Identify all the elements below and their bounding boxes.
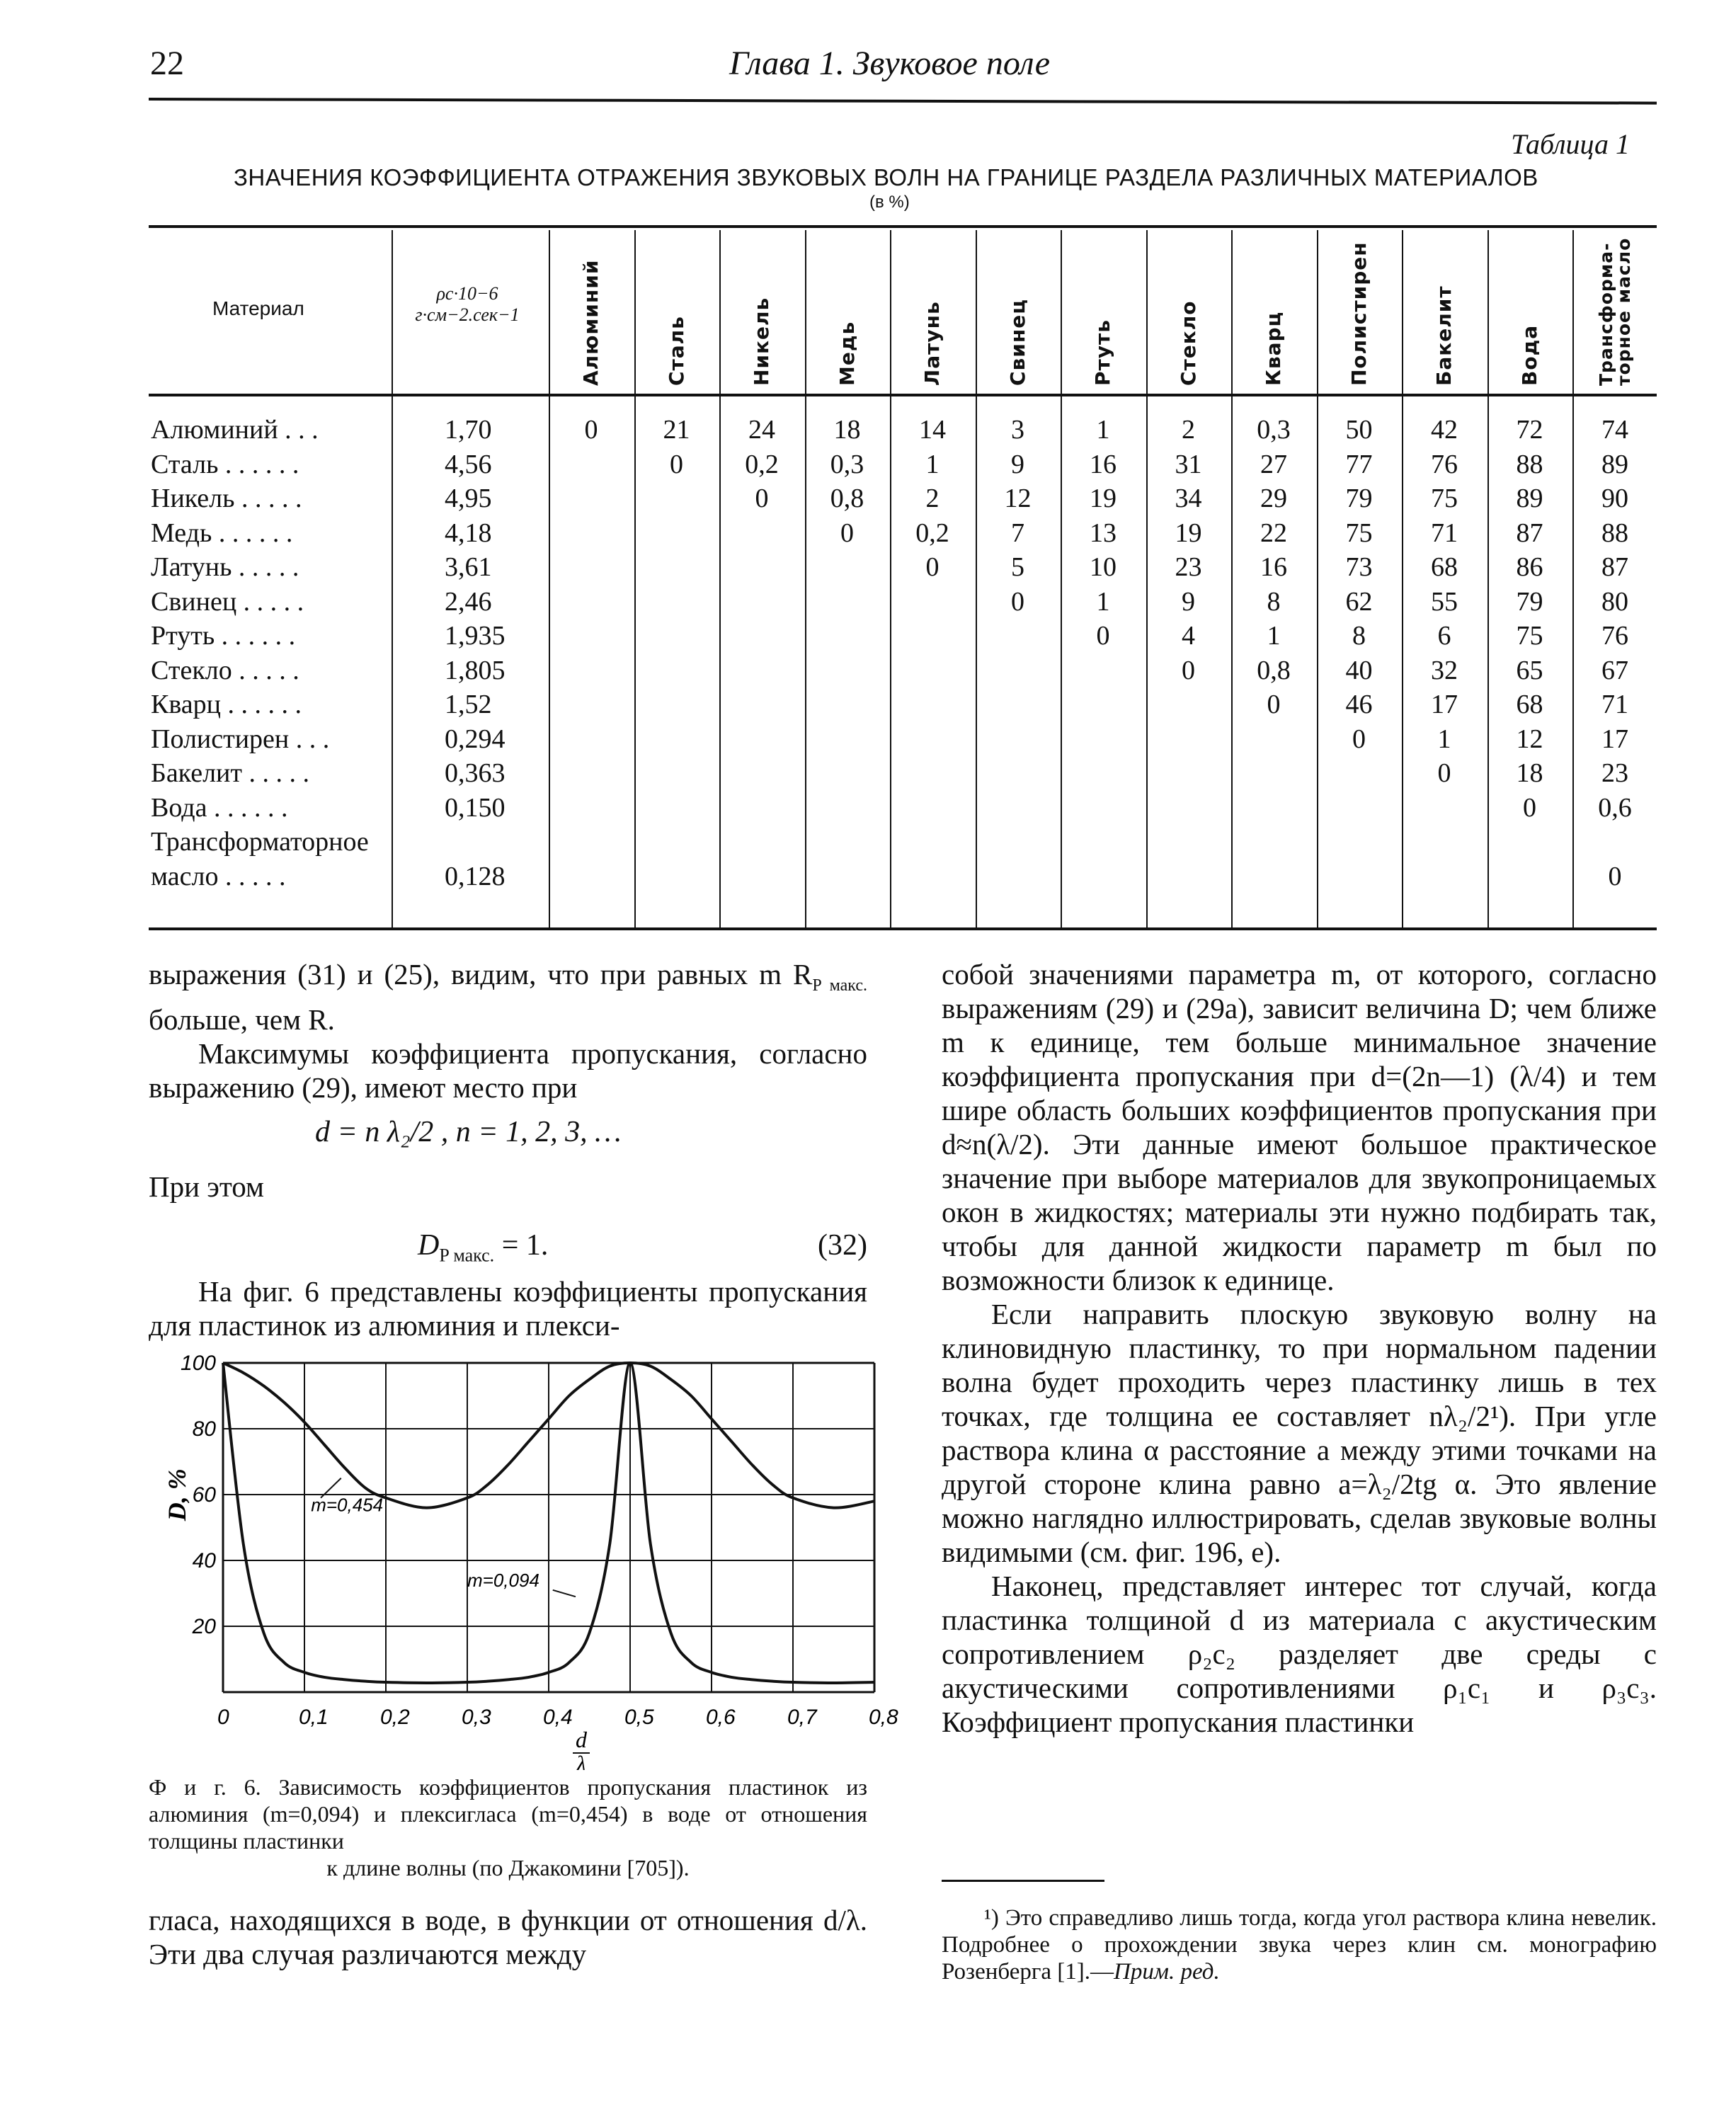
column-header: Вода [1517,324,1541,386]
table-cell: 79 [1516,586,1543,617]
row-label: Трансформаторное [151,827,369,857]
table-cell: 0 [1437,758,1451,788]
column-header: Трансформа- торное масло [1596,237,1634,386]
table-cell: 22 [1260,518,1287,548]
figure-caption [149,1774,867,1881]
y-tick-label: 20 [192,1615,216,1638]
left-p5: гласа, находящихся в воде, в функции от отношения d/λ. Эти два случая различаются между [149,1904,867,1970]
column-header: Медь [835,321,859,386]
table-cell: 13 [1090,518,1117,548]
table-column-divider [719,230,721,927]
table-cell: 0 [840,518,854,548]
x-tick-label: 0,3 [462,1706,491,1729]
table-cell: 0 [584,415,598,445]
row-label: Никель . . . . . [151,484,302,513]
x-tick-label: 0,7 [787,1706,817,1729]
header-impedance-line1: ρc·10−6 [436,283,498,304]
header-rule [149,98,1657,105]
footnote-editor-note: Прим. ред. [1114,1959,1220,1985]
table-cell: 0,8 [830,484,864,513]
row-impedance: 1,70 [445,415,492,445]
x-tick-label: 0 [217,1706,229,1729]
table-cell: 0,6 [1598,792,1632,823]
table-cell: 1 [1437,724,1451,754]
right-p3: Наконец, представляет интерес тот случай, когда пластинка толщиной d из материала с акустическим сопротивлением ρ₂c₂ разделяет две среды с акустическими сопротивлениями ρ₁c₁ и ρ₃c₃. Коэффициент пропускания пластинки [942,1570,1657,1738]
column-header: Ртуть [1091,319,1114,386]
x-tick-label: 0,1 [299,1706,329,1729]
table-cell: 21 [663,415,690,445]
table-cell: 87 [1516,518,1543,548]
table-cell: 18 [1516,758,1543,788]
column-header: Стекло [1176,300,1200,386]
right-text [942,957,1657,1739]
table-cell: 0 [755,484,769,513]
table-cell: 31 [1175,449,1202,479]
right-p2: Если направить плоскую звуковую волну на клиновидную пластинку, то при нормальном падении волна будет проходить через пластинку лишь в тех точках, где толщина ее составляет nλ₂/2¹). При угле раствора клина α расстояние a между этими точками на другой стороне клина равно a=λ₂/2tg α. Это явление можно наглядно иллюстрировать, сделав звуковые волны видимыми (см. фиг. 196, е). [942,1298,1657,1568]
left-p2: Максимумы коэффициента пропускания, согласно выражению (29), имеют место при [149,1037,867,1104]
row-impedance: 3,61 [445,552,492,582]
table-cell: 75 [1516,621,1543,651]
table-cell: 0,2 [745,449,779,479]
y-tick-label: 100 [180,1352,216,1375]
table-cell: 65 [1516,655,1543,685]
table-cell: 9 [1011,449,1024,479]
table-cell: 16 [1260,552,1287,582]
row-label: Бакелит . . . . . [151,758,309,788]
annotation-leader-0094 [553,1590,576,1597]
table-cell: 1 [1096,586,1110,617]
table-cell: 55 [1431,586,1458,617]
row-label: Вода . . . . . . [151,792,288,823]
formula-32 [418,1228,548,1266]
footnote-rule [942,1880,1104,1882]
row-label: Алюминий . . . [151,415,319,445]
equation-number: (32) [818,1229,867,1262]
x-tick-label: 0,5 [624,1706,654,1729]
row-impedance: 2,46 [445,586,492,617]
row-label: Латунь . . . . . [151,552,299,582]
table-cell: 0 [1352,724,1366,754]
table-cell: 1 [925,449,940,479]
table-column-divider [634,230,636,927]
table-cell: 71 [1601,690,1628,719]
row-label: Полистирен . . . [151,724,330,754]
table-cell: 75 [1431,484,1458,513]
y-tick-label: 60 [192,1483,216,1507]
table-cell: 29 [1260,484,1287,513]
table-cell: 88 [1601,518,1628,548]
page-number: 22 [150,45,184,82]
table-cell: 46 [1345,690,1373,719]
column-header: Кварц [1262,311,1285,386]
header-impedance [386,283,549,326]
table-cell: 16 [1090,449,1117,479]
table-cell: 5 [1011,552,1024,582]
table-cell: 3 [1011,415,1024,445]
table-cell: 6 [1437,621,1451,651]
table-column-divider [392,230,393,927]
table-cell: 50 [1345,415,1373,445]
table-cell: 86 [1516,552,1543,582]
row-label: Ртуть . . . . . . [151,621,296,651]
table-cell: 90 [1601,484,1628,513]
table-cell: 14 [919,415,946,445]
table-cell: 23 [1175,552,1202,582]
formula-32-end: = 1. [494,1229,549,1262]
header-impedance-line2: г·см−2.сек−1 [415,304,520,325]
table-cell: 17 [1431,690,1458,719]
table-bottom-rule [149,927,1657,930]
column-header: Полистирен [1347,241,1371,386]
table-cell: 23 [1601,758,1628,788]
table-cell: 9 [1182,586,1195,617]
table-cell: 79 [1345,484,1373,513]
table-cell: 87 [1601,552,1628,582]
table-cell: 0 [1182,655,1195,685]
table-cell: 0 [670,449,683,479]
x-tick-label: 0,6 [706,1706,736,1729]
running-title: Глава 1. Звуковое поле [729,45,1051,82]
left-p1-end: больше, чем R. [149,1003,335,1037]
table-cell: 74 [1601,415,1628,445]
table-cell: 62 [1345,586,1373,617]
table-cell: 8 [1352,621,1366,651]
table-cell: 40 [1345,655,1373,685]
table-cell: 19 [1090,484,1117,513]
column-header: Свинец [1005,299,1029,386]
formula-32-D: D [418,1229,440,1262]
table-cell: 32 [1431,655,1458,685]
footnote-text: ¹) Это справедливо лишь тогда, когда угол раствора клина невелик. Подробнее о прохождении звука через клин см. монографию Розенберга [1].— [942,1905,1657,1985]
left-p1-sub: P макс. [812,976,867,995]
table-cell: 8 [1267,586,1281,617]
table-cell: 75 [1345,518,1373,548]
column-header: Латунь [920,301,944,386]
table-cell: 76 [1601,621,1628,651]
table-cell: 42 [1431,415,1458,445]
figure-6-chart [142,1345,920,1770]
row-impedance: 0,294 [445,724,506,754]
table-cell: 0 [1011,586,1024,617]
table-cell: 12 [1516,724,1543,754]
table-cell: 12 [1004,484,1032,513]
row-label: Кварц . . . . . . [151,690,302,719]
row-impedance: 1,935 [445,621,506,651]
table-cell: 0 [1523,792,1536,823]
table-cell: 24 [748,415,775,445]
row-impedance: 4,95 [445,484,492,513]
caption-line-1: Ф и г. 6. Зависимость коэффициентов пропускания пластинок из алюминия (m=0,094) и плексигласа (m=0,454) в воде от отношения толщины пластинки [149,1774,867,1854]
row-impedance: 0,128 [445,861,506,891]
annotation-m-0454: m=0,454 [311,1494,384,1516]
y-tick-label: 80 [192,1417,216,1441]
annotation-m-0094: m=0,094 [467,1570,539,1592]
table-cell: 76 [1431,449,1458,479]
table-cell: 88 [1516,449,1543,479]
row-impedance: 1,805 [445,655,506,685]
table-cell: 1 [1267,621,1281,651]
table-cell: 4 [1182,621,1195,651]
footnote [942,1905,1657,1985]
x-axis-label-numerator: d [576,1727,587,1752]
table-cell: 0 [925,552,940,582]
table-cell: 0,8 [1257,655,1291,685]
table-cell: 18 [833,415,861,445]
x-tick-label: 0,2 [380,1706,410,1729]
left-p3: При этом [149,1170,264,1203]
table-cell: 0,3 [830,449,864,479]
x-axis-label-denominator: λ [576,1751,586,1770]
table-cell: 67 [1601,655,1628,685]
table-cell: 68 [1431,552,1458,582]
row-impedance: 0,150 [445,792,506,823]
table-cell: 71 [1431,518,1458,548]
table-cell: 0 [1608,861,1622,891]
table-cell: 89 [1601,449,1628,479]
table-cell: 10 [1090,552,1117,582]
row-label: Стекло . . . . . [151,655,299,685]
left-p4: На фиг. 6 представлены коэффициенты пропускания для пластинок из алюминия и плекси- [149,1275,867,1342]
table-cell: 27 [1260,449,1287,479]
table-cell: 0,3 [1257,415,1291,445]
table-cell: 80 [1601,586,1628,617]
left-text-top [149,957,867,1104]
column-header: Бакелит [1432,285,1456,386]
left-p1: выражения (31) и (25), видим, что при равных m R [149,958,813,990]
column-header: Алюминий [579,259,603,386]
table-cell: 0 [1096,621,1110,651]
row-label: масло . . . . . [151,861,286,891]
table-cell: 19 [1175,518,1202,548]
table-header-rule [149,394,1657,396]
table-cell: 68 [1516,690,1543,719]
right-p1: собой значениями параметра m, от которого, согласно выражениям (29) и (29а), зависит величина D; чем ближе m к единице, тем больше минимальное значение коэффициента пропускания при d=(2n—1) (λ/4) и тем шире область больших коэффициентов пропускания при d≈n(λ/2). Эти данные имеют большое практическое значение при выборе материалов для звукопроницаемых окон в жидкостях; материалы эти нужно подбирать так, чтобы для данной жидкости параметр m был по возможности близок к единице. [942,958,1657,1296]
table-title: ЗНАЧЕНИЯ КОЭФФИЦИЕНТА ОТРАЖЕНИЯ ЗВУКОВЫХ ВОЛН НА ГРАНИЦЕ РАЗДЕЛА РАЗЛИЧНЫХ МАТЕРИАЛОВ [234,164,1538,190]
formula-maxima: d = n λ₂/2 , n = 1, 2, 3, … [315,1116,622,1148]
formula-32-sub: P макс. [439,1245,495,1266]
row-label: Свинец . . . . . [151,586,304,617]
row-label: Медь . . . . . . [151,518,293,548]
table-cell: 34 [1175,484,1202,513]
table-unit: (в %) [869,193,910,212]
table-cell: 2 [1182,415,1195,445]
table-column-divider [549,230,550,927]
x-tick-label: 0,8 [869,1706,898,1729]
table-cell: 77 [1345,449,1373,479]
row-impedance: 4,56 [445,449,492,479]
chart-svg [142,1345,920,1770]
row-label: Сталь . . . . . . [151,449,299,479]
table-cell: 72 [1516,415,1543,445]
row-impedance: 4,18 [445,518,492,548]
table-cell: 17 [1601,724,1628,754]
table-cell: 1 [1096,415,1110,445]
table-cell: 7 [1011,518,1024,548]
table-top-rule [149,225,1657,228]
row-impedance: 0,363 [445,758,506,788]
table-cell: 2 [925,484,940,513]
row-impedance: 1,52 [445,690,492,719]
table-cell: 89 [1516,484,1543,513]
y-tick-label: 40 [192,1549,216,1572]
table-cell: 0 [1267,690,1281,719]
caption-line-2: к длине волны (по Джакомини [705]). [326,1855,690,1880]
table-label: Таблица 1 [1511,128,1630,160]
column-header: Сталь [664,316,688,386]
column-header: Никель [750,297,773,386]
table-cell: 0,2 [915,518,949,548]
y-axis-label: D, % [163,1468,191,1521]
header-material: Материал [212,297,304,319]
table-column-divider [805,230,806,927]
x-tick-label: 0,4 [543,1706,573,1729]
table-cell: 73 [1345,552,1373,582]
